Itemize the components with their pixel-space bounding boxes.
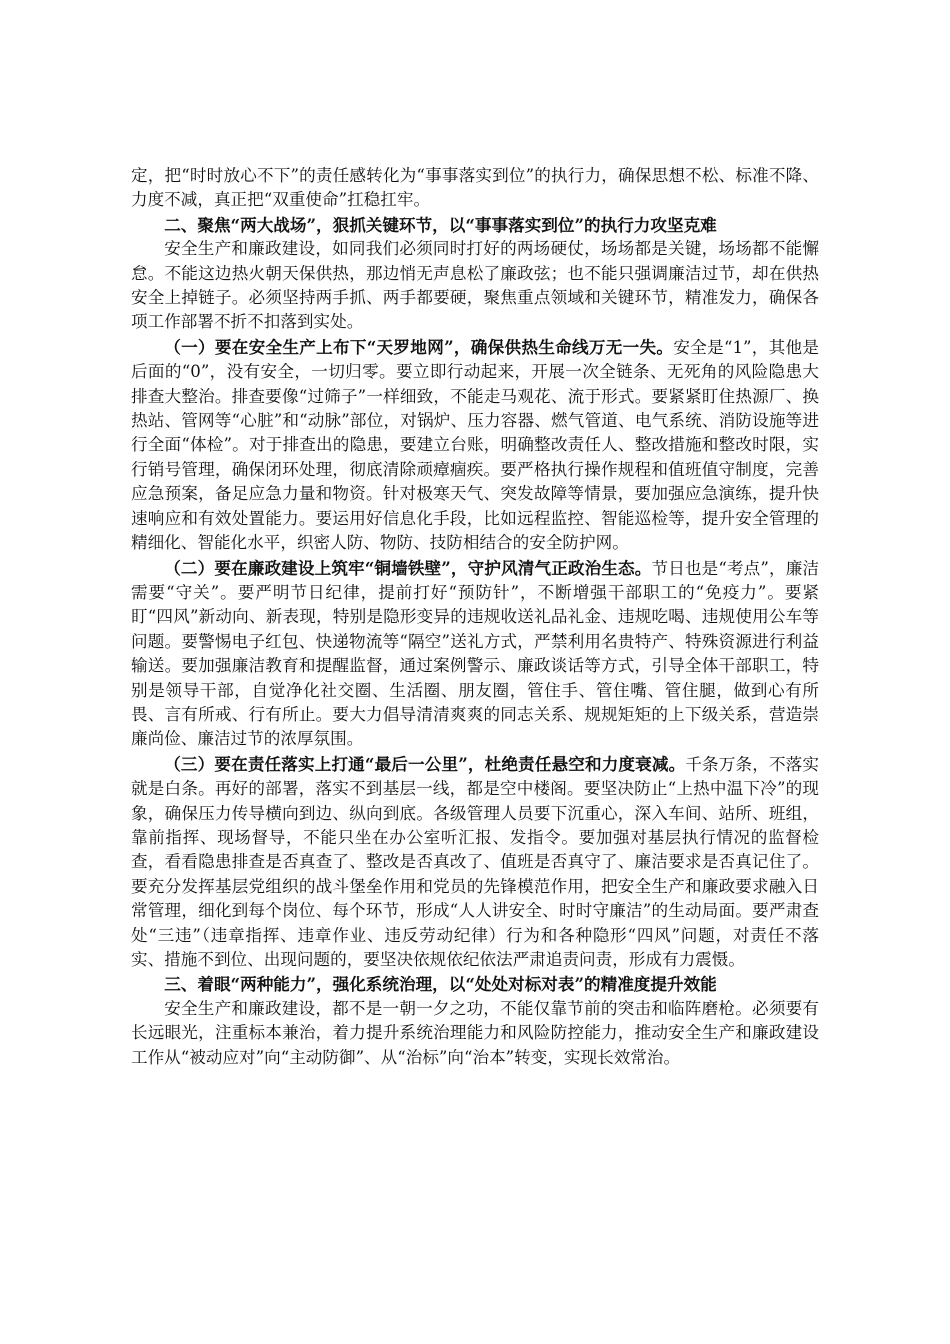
subsection-lead-2-2: （二）要在廉政建设上筑牢“铜墙铁壁”，守护风清气正政治生态。 [164,557,652,578]
paragraph-section-2: 安全生产和廉政建设，如同我们必须同时打好的两场硬仗，场场都是关键，场场都不能懈怠。不能这边热火朝天保供热，那边悄无声息松了廉政弦；也不能只强调廉洁过节，却在供热安全上掉链子。必须坚持两手抓、两手都要硬，聚焦重点领域和关键环节，精准发力，确保各项工作部署不折不扣落到实处。 [131,239,819,332]
subsection-body-2-3: 千条万条，不落实就是白条。再好的部署，落实不到基层一线，都是空中楼阁。要坚决防止“上热中温下冷”的现象，确保压力传导横向到边、纵向到底。各级管理人员要下沉重心，深入车间、站所、班组，靠前指挥、现场督导，不能只坐在办公室听汇报、发指令。要加强对基层执行情况的监督检查，看看隐患排查是否真查了、整改是否真改了、值班是否真守了、廉洁要求是否真记住了。要充分发挥基层党组织的战斗堡垒作用和党员的先锋模范作用，把安全生产和廉政要求融入日常管理，细化到每个岗位、每个环节，形成“人人讲安全、时时守廉洁”的生动局面。要严肃查处“三违”（违章指挥、违章作业、违反劳动纪律）行为和各种隐形“四风”问题，对责任不落实、措施不到位、出现问题的，要坚决依规依纪依法严肃追责问责，形成有力震慑。 [131,754,820,969]
subsection-lead-2-1: （一）要在安全生产上布下“天罗地网”，确保供热生命线万无一失。 [164,336,674,357]
subsection-lead-2-3: （三）要在责任落实上打通“最后一公里”，杜绝责任悬空和力度衰减。 [164,753,686,774]
paragraph-intro-tail: 定，把“时时放心不下”的责任感转化为“事事落实到位”的执行力，确保思想不松、标准不降、力度不减，真正把“双重使命”扛稳扛牢。 [131,166,819,210]
subsection-body-2-2: 节日也是“考点”，廉洁需要“守关”。要严明节日纪律，提前打好“预防针”，不断增强干部职工的“免疫力”。要紧盯“四风”新动向、新表现，特别是隐形变异的违规收送礼品礼金、违规吃喝、违规使用公车等问题。要警惕电子红包、快递物流等“隔空”送礼方式，严禁利用名贵特产、特殊资源进行利益输送。要加强廉洁教育和提醒监督，通过案例警示、廉政谈话等方式，引导全体干部职工，特别是领导干部，自觉净化社交圈、生活圈、朋友圈，管住手、管住嘴、管住腿，做到心有所畏、言有所戒、行有所止。要大力倡导清清爽爽的同志关系、规规矩矩的上下级关系，营造崇廉尚俭、廉洁过节的浓厚氛围。 [131,558,820,749]
paragraph-subsection-2-1 [131,335,819,556]
paragraph-section-3: 安全生产和廉政建设，都不是一朝一夕之功，不能仅靠节前的突击和临阵磨枪。必须要有长远眼光，注重标本兼治，着力提升系统治理能力和风险防控能力，推动安全生产和廉政建设工作从“被动应对”向“主动防御”、从“治标”向“治本”转变，实现长效常治。 [131,998,819,1067]
section-heading-3: 三、着眼“两种能力”，强化系统治理，以“处处对标对表”的精准度提升效能 [164,974,717,995]
document-body [131,164,819,1070]
paragraph-subsection-2-2 [131,556,819,752]
paragraph-subsection-2-3 [131,752,819,973]
subsection-body-2-1: 安全是“1”，其他是后面的“0”，没有安全，一切归零。要立即行动起来，开展一次全链条、无死角的风险隐患大排查大整治。排查要像“过筛子”一样细致，不能走马观花、流于形式。要紧紧盯住热源厂、换热站、管网等“心脏”和“动脉”部位，对锅炉、压力容器、燃气管道、电气系统、消防设施等进行全面“体检”。对于排查出的隐患，要建立台账，明确整改责任人、整改措施和整改时限，实行销号管理，确保闭环处理，彻底清除顽瘴痼疾。要严格执行操作规程和值班值守制度，完善应急预案，备足应急力量和物资。针对极寒天气、突发故障等情景，要加强应急演练，提升快速响应和有效处置能力。要运用好信息化手段，比如远程监控、智能巡检等，提升安全管理的精细化、智能化水平，织密人防、物防、技防相结合的安全防护网。 [131,337,819,553]
section-heading-2: 二、聚焦“两大战场”，狠抓关键环节，以“事事落实到位”的执行力攻坚克难 [164,214,717,235]
